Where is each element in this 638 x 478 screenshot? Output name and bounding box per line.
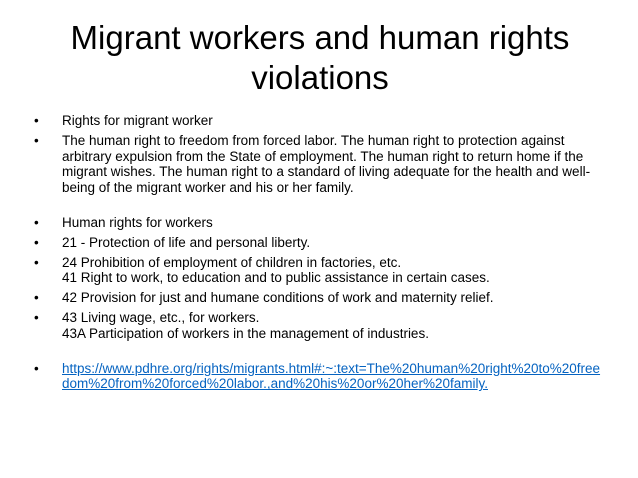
bullet-item (34, 215, 604, 231)
bullet-dot-icon: • (34, 254, 39, 270)
bullet-text: 42 Provision for just and humane conditions of work and maternity relief. (62, 290, 494, 306)
bullet-item (34, 361, 604, 393)
bullet-dot-icon: • (34, 132, 39, 148)
bullet-item (34, 290, 604, 306)
bullet-dot-icon: • (34, 290, 39, 306)
bullet-text: 43 Living wage, etc., for workers. (62, 309, 260, 325)
source-link[interactable]: https://www.pdhre.org/rights/migrants.html#:~:text=The%20human%20right%20to%20freedom%20from%20forced%20labor.,and%20his%20or%20her%20family. (62, 360, 601, 392)
bullet-text-continuation: 41 Right to work, to education and to public assistance in certain cases. (62, 270, 490, 286)
slide-title: Migrant workers and human rights violations (70, 19, 570, 96)
bullet-dot-icon: • (34, 113, 39, 128)
bullet-text: 24 Prohibition of employment of children in factories, etc. (62, 254, 402, 270)
bullet-text: The human right to freedom from forced labor. The human right to protection against arbitrary expulsion from the State of employment. The human right to return home if the migrant wishes. The human right to a standard of living adequate for the health and well-being of the migrant worker and his or her family. (62, 132, 591, 196)
bullet-dot-icon: • (34, 309, 39, 325)
bullet-list (34, 113, 604, 396)
bullet-item (34, 310, 604, 342)
bullet-dot-icon: • (34, 214, 39, 230)
bullet-item (34, 255, 604, 287)
bullet-text: Human rights for workers (62, 214, 213, 230)
bullet-item (34, 235, 604, 251)
bullet-dot-icon: • (34, 234, 39, 250)
bullet-text: Rights for migrant worker (62, 113, 213, 128)
bullet-item (34, 133, 604, 196)
bullet-text-continuation: 43A Participation of workers in the management of industries. (62, 325, 429, 341)
bullet-dot-icon: • (34, 360, 39, 376)
bullet-text: 21 - Protection of life and personal liberty. (62, 234, 311, 250)
bullet-item (34, 113, 604, 129)
